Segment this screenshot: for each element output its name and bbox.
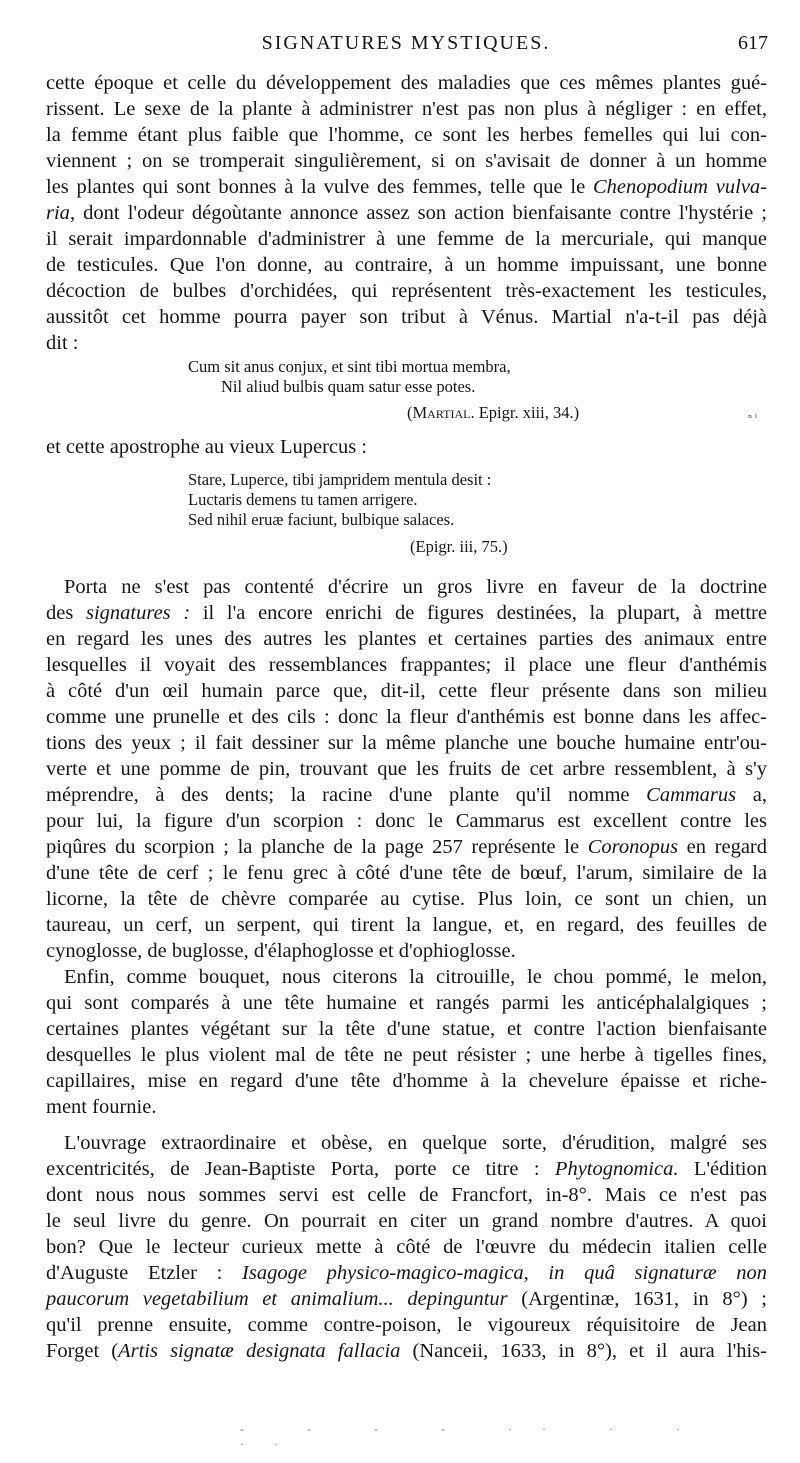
- text-line: et cette apostrophe au vieux Lupercus :: [46, 436, 368, 458]
- text-run: piqûres du scorpion ; la planche de la page 257 représente le: [46, 836, 588, 858]
- text-line: d'une tête de cerf ; le fenu grec à côté d'une tête de bœuf, l'arum, similaire de la: [46, 862, 767, 884]
- text-line: [46, 1156, 767, 1182]
- text-line: qu'il prenne ensuite, comme contre-poison, le vigoureux réquisitoire de Jean: [46, 1314, 767, 1336]
- italic-term: ria: [46, 202, 70, 224]
- text-run: (Argentinæ, 1631, in 8°) ;: [507, 1288, 767, 1310]
- text-line: cynoglosse, de buglosse, d'élaphoglosse et d'ophioglosse.: [46, 940, 516, 962]
- text-line: rissent. Le sexe de la plante à administrer n'est pas non plus à négliger : en effet,: [46, 98, 767, 120]
- text-line: [46, 600, 767, 626]
- text-line: pour lui, la figure d'un scorpion : donc le Cammarus est excellent contre les: [46, 810, 767, 832]
- page-number: 617: [738, 32, 768, 54]
- italic-term: signatures :: [86, 602, 191, 624]
- text-line: dont nous nous sommes servi est celle de Francfort, in-8°. Mais ce n'est pas: [46, 1184, 767, 1206]
- citation-author: Martial: [412, 403, 471, 422]
- footer-marks: - - - - ·· · · ··: [240, 1422, 710, 1451]
- text-line: bon? Que le lecteur curieux mette à côté de l'œuvre du médecin italien celle: [46, 1236, 767, 1258]
- text-run: méprendre, à des dents; la racine d'une plante qu'il nomme: [46, 784, 647, 806]
- text-line: le seul livre du genre. On pourrait en citer un grand nombre d'autres. A quoi: [46, 1210, 767, 1232]
- text-line: en regard les unes des autres les plantes et certaines parties des animaux entre: [46, 628, 767, 650]
- text-run: les plantes qui sont bonnes à la vulve des femmes, telle que le: [46, 176, 593, 198]
- verse-line: Stare, Luperce, tibi jampridem mentula desit :: [188, 470, 492, 489]
- text-line: verte et une pomme de pin, trouvant que les fruits de cet arbre ressemblent, à s'y: [46, 758, 767, 780]
- verse-line: Cum sit anus conjux, et sint tibi mortua membra,: [188, 357, 511, 376]
- text-line: [46, 1260, 767, 1286]
- text-run: Forget (: [46, 1340, 119, 1362]
- text-line: certaines plantes végétant sur la tête d'une statue, et contre l'action bienfaisante: [46, 1018, 767, 1040]
- text-run: des: [46, 602, 86, 624]
- italic-term: Coronopus: [587, 836, 679, 858]
- text-run: d'Auguste Etzler :: [46, 1262, 243, 1284]
- citation-paren: (: [407, 403, 413, 422]
- text-line: dit :: [46, 332, 79, 354]
- text-line: cette époque et celle du développement des maladies que ces mêmes plantes gué-: [46, 72, 767, 94]
- text-run: , dont l'odeur dégoùtante annonce assez son action bienfaisante contre l'hystérie ;: [69, 202, 767, 224]
- italic-title: paucorum vegetabilium et animalium... depinguntur: [46, 1288, 508, 1310]
- text-line: taureau, un cerf, un serpent, qui tirent la langue, et, en regard, des feuilles de: [46, 914, 767, 936]
- text-run: il l'a encore enrichi de figures destinées, la plupart, à mettre: [190, 602, 767, 624]
- text-run: (Nanceii, 1633, in 8°), et il aura l'his-: [400, 1340, 768, 1362]
- text-line: licorne, la tête de chèvre comparée au cytise. Plus loin, ce sont un chien, un: [46, 888, 767, 910]
- text-run: a,: [736, 784, 768, 806]
- text-line: [46, 782, 767, 808]
- italic-title: Isagoge physico-magico-magica, in quâ signaturæ non: [242, 1262, 767, 1284]
- text-line: [46, 1286, 767, 1312]
- italic-term: Phytognomica.: [554, 1158, 679, 1180]
- text-line: [46, 1338, 767, 1364]
- verse-line: Nil aliud bulbis quam satur esse potes.: [221, 377, 476, 396]
- text-line: Porta ne s'est pas contenté d'écrire un gros livre en faveur de la doctrine: [64, 576, 767, 598]
- text-line: viennent ; on se tromperait singulièrement, si on s'avisait de donner à un homme: [46, 150, 767, 172]
- text-line: à côté d'un œil humain parce que, dit-il, cette fleur présente dans son milieu: [46, 680, 767, 702]
- text-run: L'édition: [678, 1158, 767, 1180]
- text-line: comme une prunelle et des cils : donc la fleur d'anthémis est bonne dans les affec-: [46, 706, 767, 728]
- text-line: qui sont comparés à une tête humaine et rangés parmi les anticéphalalgiques ;: [46, 992, 767, 1014]
- text-line: de testicules. Que l'on donne, au contraire, à un homme impuissant, une bonne: [46, 254, 767, 276]
- citation: (Epigr. iii, 75.): [410, 537, 508, 556]
- italic-term: Chenopodium vulva-: [592, 176, 767, 198]
- citation: [407, 403, 579, 423]
- italic-title: Artis signatæ designata fallacia: [118, 1340, 401, 1362]
- text-line: capillaires, mise en regard d'une tête d'homme à la chevelure épaisse et riche-: [46, 1070, 767, 1092]
- text-line: il serait impardonnable d'administrer à une femme de la mercuriale, qui manque: [46, 228, 767, 250]
- text-line: décoction de bulbes d'orchidées, qui représentent très-exactement les testicules,: [46, 280, 767, 302]
- text-line: [46, 200, 767, 226]
- verse-line: Sed nihil eruæ faciunt, bulbique salaces.: [188, 510, 455, 529]
- text-line: L'ouvrage extraordinaire et obèse, en quelque sorte, d'érudition, malgré ses: [64, 1132, 767, 1154]
- citation-ref: . Epigr. xiii, 34.): [470, 403, 580, 422]
- margin-mark: ₙ ₗ: [748, 410, 758, 421]
- italic-term: Cammarus: [646, 784, 737, 806]
- text-line: lesquelles il voyait des ressemblances frappantes; il place une fleur d'anthémis: [46, 654, 767, 676]
- text-line: [46, 834, 767, 860]
- text-run: en regard: [678, 836, 767, 858]
- verse-line: Luctaris demens tu tamen arrigere.: [188, 490, 418, 509]
- text-line: desquelles le plus violent mal de tête ne peut résister ; une herbe à tigelles fines,: [46, 1044, 767, 1066]
- text-run: excentricités, de Jean-Baptiste Porta, porte ce titre :: [46, 1158, 555, 1180]
- text-line: [46, 174, 767, 200]
- text-line: Enfin, comme bouquet, nous citerons la citrouille, le chou pommé, le melon,: [64, 966, 767, 988]
- text-line: aussitôt cet homme pourra payer son tribut à Vénus. Martial n'a-t-il pas déjà: [46, 306, 767, 328]
- text-line: ment fournie.: [46, 1096, 157, 1118]
- page-header: [44, 30, 768, 56]
- text-line: la femme étant plus faible que l'homme, ce sont les herbes femelles qui lui con-: [46, 124, 767, 146]
- text-line: tions des yeux ; il fait dessiner sur la même planche une bouche humaine entr'ou-: [46, 732, 767, 754]
- running-title: SIGNATURES MYSTIQUES.: [261, 32, 551, 54]
